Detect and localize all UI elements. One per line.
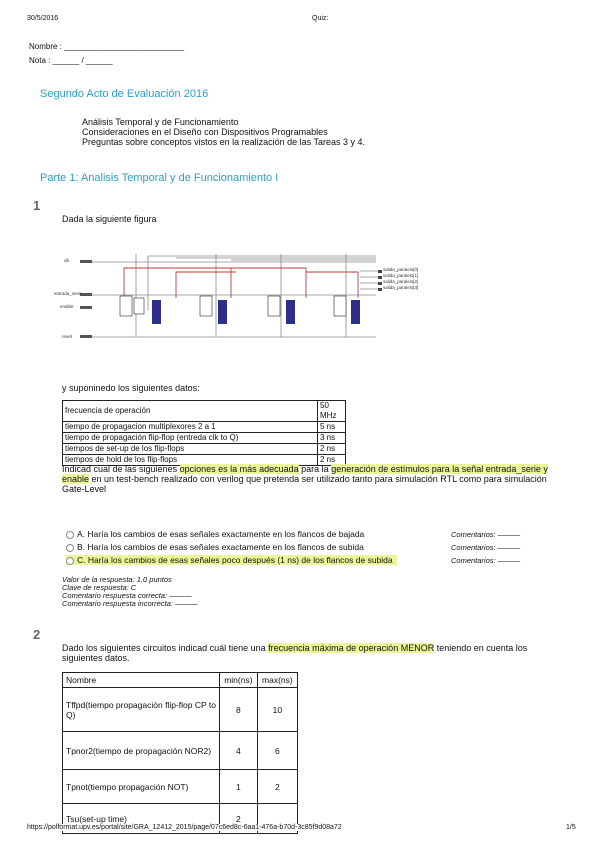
topic-item: Consideraciones en el Diseño con Dispositivos Programables <box>82 127 328 137</box>
question-number: 1 <box>33 198 41 213</box>
radio-icon[interactable] <box>66 544 74 552</box>
question-number: 2 <box>33 627 41 642</box>
option-label: B. Haría los cambios de esas señales exactamente en los flancos de subida <box>77 542 364 552</box>
circuit-output-labels <box>383 267 418 291</box>
output-label: salida_paralelo[3] <box>383 285 419 290</box>
table-cell: tiempos de set-up de los flip-flops <box>63 444 318 455</box>
shift-register-circuit <box>76 250 411 345</box>
table-cell: Tpnot(tiempo propagación NOT) <box>63 770 220 804</box>
print-title: Quiz: <box>312 15 329 22</box>
table-cell: 3 ns <box>318 433 346 444</box>
option-b[interactable] <box>66 542 364 552</box>
table-cell: 50 MHz <box>318 401 346 422</box>
table-cell: 2 <box>257 770 297 804</box>
page-number: 1/5 <box>566 824 576 831</box>
grade-line: Nota : ______ / ______ <box>29 56 113 65</box>
table-cell: 2 ns <box>318 444 346 455</box>
column-header: max(ns) <box>257 673 297 688</box>
option-label: A. Haría los cambios de esas señales exactamente en los flancos de bajada <box>77 529 365 539</box>
option-comment: Comentarios: ——— <box>451 543 521 552</box>
highlighted-text: frecuencia máxima de operación MENOR <box>268 643 435 653</box>
highlighted-text: opciones es la más adecuada <box>179 464 299 474</box>
radio-icon[interactable] <box>66 557 74 565</box>
highlighted-text: generación de estímulos para la señal entrada_serie y enable <box>62 464 548 484</box>
option-a[interactable] <box>66 529 364 539</box>
table-cell: Tffpd(tiempo propagación flip-flop CP to Q) <box>63 688 220 732</box>
table-cell: 8 <box>220 688 258 732</box>
input-label: clk <box>64 258 70 263</box>
page-url: https://polformat.upv.es/portal/site/GRA_12412_2015/page/07c6ed8c-6aa1-476a-b70d-3c85f9d08a72 <box>27 824 342 831</box>
table-row <box>63 732 298 770</box>
option-comment: Comentarios: ——— <box>451 530 521 539</box>
question-text-part: para la <box>298 464 332 474</box>
question-intro: Dada la siguiente figura <box>62 214 157 224</box>
output-label: salida_paralelo[1] <box>383 273 419 278</box>
input-label: entrada_serie <box>54 291 82 296</box>
table-cell: tiempo de propagacion multiplexores 2 a 1 <box>63 422 318 433</box>
column-header: min(ns) <box>220 673 258 688</box>
print-date: 30/5/2016 <box>27 15 59 22</box>
question-text-part: en un test-bench realizado con verilog que pretenda ser utilizado tanto para simulación RTL como para simulación Gate-Level <box>62 474 547 494</box>
table-cell: 2 ns <box>318 455 346 466</box>
table-row <box>63 422 346 433</box>
table-cell: frecuencia de operación <box>63 401 318 422</box>
table-cell: tiempo de propagación flip-flop (entreda clk to Q) <box>63 433 318 444</box>
topic-item: Preguntas sobre conceptos vistos en la realización de las Tareas 3 y 4. <box>82 137 365 147</box>
table-header-row <box>63 673 298 688</box>
table-cell: 6 <box>257 732 297 770</box>
table-row <box>63 444 346 455</box>
data-intro: y suponinedo los siguientes datos: <box>62 383 200 393</box>
correct-comment: Comentario respuesta correcta: ——— <box>62 591 192 600</box>
output-label: salida_paralelo[2] <box>383 279 419 284</box>
input-label: enable <box>60 304 74 309</box>
table-cell: Tpnor2(tiempo de propagación NOR2) <box>63 732 220 770</box>
question-text-part: Indicad cual de las siguienes <box>62 464 180 474</box>
name-line: Nombre : ___________________________ <box>29 42 185 51</box>
topic-item: Análisis Temporal y de Funcionamiento <box>82 117 239 127</box>
output-label: salida_paralelo[0] <box>383 267 419 272</box>
table-row <box>63 688 298 732</box>
timing-params-table <box>62 672 298 834</box>
question-text-part: Dado los siguientes circuitos indicad cuál tiene una <box>62 643 269 653</box>
table-row <box>63 433 346 444</box>
answer-meta <box>62 576 197 608</box>
table-cell: 2 <box>220 804 258 834</box>
table-cell: Tsu(set-up time) <box>63 804 220 834</box>
option-comment: Comentarios: ——— <box>451 556 521 565</box>
answer-value: Valor de la respuesta: 1.0 puntos <box>62 575 172 584</box>
option-label: C. Haría los cambios de esas señales poco después (1 ns) de los flancos de subida <box>77 555 393 565</box>
question-text <box>62 464 550 494</box>
table-cell: 4 <box>220 732 258 770</box>
table-cell: 10 <box>257 688 297 732</box>
table-cell: 5 ns <box>318 422 346 433</box>
input-label: reset <box>62 334 73 339</box>
column-header: Nombre <box>63 673 220 688</box>
table-cell: 1 <box>220 770 258 804</box>
option-c[interactable] <box>66 555 397 565</box>
table-row <box>63 401 346 422</box>
topics-list <box>82 117 365 147</box>
radio-icon[interactable] <box>66 531 74 539</box>
timing-data-table <box>62 400 346 466</box>
incorrect-comment: Comentario respuesta incorrecta: ——— <box>62 599 198 608</box>
question-text-part: teniendo en cuenta los siguientes datos. <box>62 643 528 663</box>
page-title: Segundo Acto de Evaluación 2016 <box>40 88 209 100</box>
part-title: Parte 1: Analisis Temporal y de Funcionamiento I <box>40 172 279 184</box>
answer-key: Clave de respuesta: C <box>62 583 137 592</box>
table-cell: tiempos de hold de los flip-flops <box>63 455 318 466</box>
table-row <box>63 770 298 804</box>
question-text <box>62 643 552 663</box>
